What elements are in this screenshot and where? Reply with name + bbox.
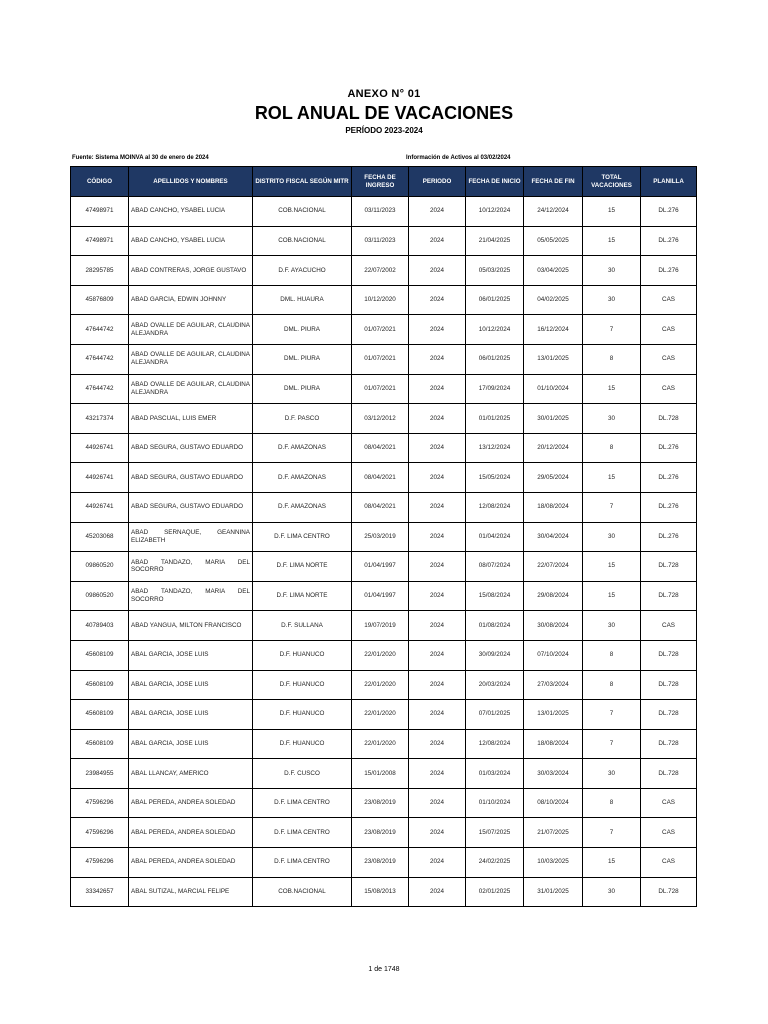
district-cell: D.F. HUANUCO [253,729,352,759]
end-date-cell: 16/12/2024 [524,315,583,345]
end-date-cell: 04/02/2025 [524,285,583,315]
district-cell: DML. PIURA [253,315,352,345]
district-cell: D.F. LIMA NORTE [253,552,352,582]
start-date-cell: 12/08/2024 [466,729,524,759]
total-vacation-cell: 8 [583,433,641,463]
end-date-cell: 22/07/2024 [524,552,583,582]
start-date-cell: 01/10/2024 [466,788,524,818]
column-header-entry-date: FECHA DE INGRESO [352,167,409,197]
name-cell: ABAD CANCHO, YSABEL LUCIA [129,197,253,227]
district-cell: D.F. SULLANA [253,611,352,641]
period-cell: 2024 [409,226,466,256]
period-cell: 2024 [409,492,466,522]
period-cell: 2024 [409,522,466,552]
entry-date-cell: 22/01/2020 [352,670,409,700]
total-vacation-cell: 15 [583,463,641,493]
start-date-cell: 17/09/2024 [466,374,524,404]
start-date-cell: 01/08/2024 [466,611,524,641]
period-label: PERÍODO 2023-2024 [345,126,423,135]
table-row [71,226,697,256]
name-cell: ABAD TANDAZO, MARIA DEL SOCORRO [129,552,253,582]
period-cell: 2024 [409,197,466,227]
table-row [71,374,697,404]
end-date-cell: 27/03/2024 [524,670,583,700]
district-cell: D.F. AMAZONAS [253,433,352,463]
table-row [71,581,697,611]
code-cell: 47644742 [71,344,129,374]
entry-date-cell: 22/01/2020 [352,700,409,730]
entry-date-cell: 23/08/2019 [352,848,409,878]
entry-date-cell: 01/07/2021 [352,344,409,374]
start-date-cell: 24/02/2025 [466,848,524,878]
district-cell: COB.NACIONAL [253,226,352,256]
total-vacation-cell: 7 [583,729,641,759]
total-vacation-cell: 7 [583,818,641,848]
name-cell: ABAD SEGURA, GUSTAVO EDUARDO [129,463,253,493]
total-vacation-cell: 15 [583,226,641,256]
table-row [71,759,697,789]
payroll-cell: DL.728 [641,700,697,730]
end-date-cell: 08/10/2024 [524,788,583,818]
start-date-cell: 15/08/2024 [466,581,524,611]
district-cell: DML. PIURA [253,374,352,404]
total-vacation-cell: 15 [583,197,641,227]
district-cell: D.F. AMAZONAS [253,492,352,522]
column-header-period: PERIODO [409,167,466,197]
payroll-cell: DL.276 [641,256,697,286]
start-date-cell: 06/01/2025 [466,285,524,315]
period-cell: 2024 [409,877,466,907]
period-cell: 2024 [409,818,466,848]
table-row [71,818,697,848]
start-date-cell: 08/07/2024 [466,552,524,582]
table-row [71,848,697,878]
total-vacation-cell: 15 [583,848,641,878]
code-cell: 47644742 [71,374,129,404]
name-cell: ABAL GARCIA, JOSE LUIS [129,729,253,759]
entry-date-cell: 15/08/2013 [352,877,409,907]
period-cell: 2024 [409,788,466,818]
table-row [71,729,697,759]
district-cell: D.F. LIMA NORTE [253,581,352,611]
payroll-cell: DL.728 [641,404,697,434]
period-cell: 2024 [409,700,466,730]
end-date-cell: 18/08/2024 [524,729,583,759]
payroll-cell: DL.276 [641,433,697,463]
end-date-cell: 29/05/2024 [524,463,583,493]
annex-label: ANEXO N° 01 [347,88,421,100]
payroll-cell: DL.728 [641,581,697,611]
end-date-cell: 01/10/2024 [524,374,583,404]
page-number: 1 de 1748 [368,966,400,973]
name-cell: ABAD SEGURA, GUSTAVO EDUARDO [129,433,253,463]
end-date-cell: 24/12/2024 [524,197,583,227]
payroll-cell: DL.276 [641,522,697,552]
code-cell: 47596296 [71,818,129,848]
table-row [71,404,697,434]
payroll-cell: DL.728 [641,552,697,582]
end-date-cell: 07/10/2024 [524,640,583,670]
entry-date-cell: 01/04/1997 [352,581,409,611]
entry-date-cell: 01/07/2021 [352,374,409,404]
name-cell: ABAD GARCIA, EDWIN JOHNNY [129,285,253,315]
period-cell: 2024 [409,670,466,700]
payroll-cell: CAS [641,344,697,374]
period-cell: 2024 [409,463,466,493]
start-date-cell: 02/01/2025 [466,877,524,907]
table-row [71,344,697,374]
start-date-cell: 15/07/2025 [466,818,524,848]
table-row [71,522,697,552]
name-cell: ABAL PEREDA, ANDREA SOLEDAD [129,818,253,848]
district-cell: D.F. HUANUCO [253,700,352,730]
start-date-cell: 10/12/2024 [466,197,524,227]
table-row [71,611,697,641]
entry-date-cell: 15/01/2008 [352,759,409,789]
code-cell: 47644742 [71,315,129,345]
total-vacation-cell: 30 [583,522,641,552]
start-date-cell: 05/03/2025 [466,256,524,286]
end-date-cell: 21/07/2025 [524,818,583,848]
total-vacation-cell: 15 [583,552,641,582]
total-vacation-cell: 7 [583,700,641,730]
total-vacation-cell: 8 [583,640,641,670]
column-header-start-date: FECHA DE INICIO [466,167,524,197]
info-note: Información de Activos al 03/02/2024 [406,155,511,161]
end-date-cell: 18/08/2024 [524,492,583,522]
code-cell: 45608109 [71,700,129,730]
code-cell: 44926741 [71,492,129,522]
payroll-cell: DL.276 [641,492,697,522]
name-cell: ABAD CANCHO, YSABEL LUCIA [129,226,253,256]
start-date-cell: 01/03/2024 [466,759,524,789]
end-date-cell: 30/04/2024 [524,522,583,552]
district-cell: COB.NACIONAL [253,877,352,907]
end-date-cell: 10/03/2025 [524,848,583,878]
payroll-cell: DL.728 [641,877,697,907]
start-date-cell: 07/01/2025 [466,700,524,730]
district-cell: D.F. LIMA CENTRO [253,522,352,552]
entry-date-cell: 23/08/2019 [352,788,409,818]
name-cell: ABAD SERNAQUE, GEANNINA ELIZABETH [129,522,253,552]
table-row [71,552,697,582]
period-cell: 2024 [409,433,466,463]
entry-date-cell: 10/12/2020 [352,285,409,315]
district-cell: D.F. LIMA CENTRO [253,788,352,818]
end-date-cell: 13/01/2025 [524,700,583,730]
document-title: ROL ANUAL DE VACACIONES [254,103,514,123]
total-vacation-cell: 30 [583,611,641,641]
code-cell: 45203068 [71,522,129,552]
table-row [71,433,697,463]
total-vacation-cell: 30 [583,285,641,315]
name-cell: ABAD OVALLE DE AGUILAR, CLAUDINA ALEJANDRA [129,315,253,345]
table-row [71,463,697,493]
entry-date-cell: 22/01/2020 [352,640,409,670]
period-cell: 2024 [409,729,466,759]
start-date-cell: 20/03/2024 [466,670,524,700]
code-cell: 09860520 [71,581,129,611]
district-cell: D.F. LIMA CENTRO [253,818,352,848]
entry-date-cell: 22/07/2002 [352,256,409,286]
entry-date-cell: 01/04/1997 [352,552,409,582]
start-date-cell: 12/08/2024 [466,492,524,522]
entry-date-cell: 03/11/2023 [352,226,409,256]
name-cell: ABAD YANGUA, MILTON FRANCISCO [129,611,253,641]
name-cell: ABAD OVALLE DE AGUILAR, CLAUDINA ALEJANDRA [129,344,253,374]
period-cell: 2024 [409,552,466,582]
district-cell: D.F. PASCO [253,404,352,434]
name-cell: ABAD SEGURA, GUSTAVO EDUARDO [129,492,253,522]
name-cell: ABAL SUTIZAL, MARCIAL FELIPE [129,877,253,907]
end-date-cell: 13/01/2025 [524,344,583,374]
column-header-total-vacation: TOTAL VACACIONES [583,167,641,197]
payroll-cell: CAS [641,315,697,345]
period-cell: 2024 [409,374,466,404]
code-cell: 47596296 [71,788,129,818]
payroll-cell: DL.728 [641,729,697,759]
column-header-name: APELLIDOS Y NOMBRES [129,167,253,197]
total-vacation-cell: 15 [583,374,641,404]
name-cell: ABAL GARCIA, JOSE LUIS [129,670,253,700]
code-cell: 33342657 [71,877,129,907]
code-cell: 45608109 [71,670,129,700]
column-header-payroll: PLANILLA [641,167,697,197]
column-header-end-date: FECHA DE FIN [524,167,583,197]
end-date-cell: 31/01/2025 [524,877,583,907]
name-cell: ABAD OVALLE DE AGUILAR, CLAUDINA ALEJANDRA [129,374,253,404]
period-cell: 2024 [409,404,466,434]
entry-date-cell: 01/07/2021 [352,315,409,345]
name-cell: ABAL PEREDA, ANDREA SOLEDAD [129,848,253,878]
table-row [71,700,697,730]
start-date-cell: 21/04/2025 [466,226,524,256]
entry-date-cell: 03/11/2023 [352,197,409,227]
start-date-cell: 30/09/2024 [466,640,524,670]
start-date-cell: 06/01/2025 [466,344,524,374]
name-cell: ABAL PEREDA, ANDREA SOLEDAD [129,788,253,818]
table-row [71,788,697,818]
total-vacation-cell: 30 [583,404,641,434]
code-cell: 44926741 [71,433,129,463]
table-row [71,670,697,700]
name-cell: ABAD PASCUAL, LUIS EMER [129,404,253,434]
name-cell: ABAL GARCIA, JOSE LUIS [129,640,253,670]
payroll-cell: DL.728 [641,640,697,670]
table-body [71,197,697,907]
entry-date-cell: 25/03/2019 [352,522,409,552]
payroll-cell: CAS [641,374,697,404]
total-vacation-cell: 30 [583,256,641,286]
entry-date-cell: 03/12/2012 [352,404,409,434]
period-cell: 2024 [409,256,466,286]
payroll-cell: CAS [641,848,697,878]
total-vacation-cell: 15 [583,581,641,611]
code-cell: 47498971 [71,226,129,256]
code-cell: 45876809 [71,285,129,315]
period-cell: 2024 [409,759,466,789]
district-cell: D.F. LIMA CENTRO [253,848,352,878]
table-row [71,256,697,286]
total-vacation-cell: 8 [583,670,641,700]
table-row [71,285,697,315]
start-date-cell: 13/12/2024 [466,433,524,463]
total-vacation-cell: 8 [583,344,641,374]
table-header-row [71,167,697,197]
code-cell: 45608109 [71,640,129,670]
total-vacation-cell: 30 [583,759,641,789]
district-cell: D.F. CUSCO [253,759,352,789]
payroll-cell: DL.276 [641,463,697,493]
name-cell: ABAL GARCIA, JOSE LUIS [129,700,253,730]
district-cell: D.F. HUANUCO [253,670,352,700]
total-vacation-cell: 7 [583,492,641,522]
end-date-cell: 30/08/2024 [524,611,583,641]
payroll-cell: CAS [641,788,697,818]
total-vacation-cell: 7 [583,315,641,345]
code-cell: 47596296 [71,848,129,878]
period-cell: 2024 [409,315,466,345]
entry-date-cell: 08/04/2021 [352,433,409,463]
table-row [71,315,697,345]
payroll-cell: CAS [641,611,697,641]
code-cell: 43217374 [71,404,129,434]
period-cell: 2024 [409,344,466,374]
start-date-cell: 15/05/2024 [466,463,524,493]
code-cell: 45608109 [71,729,129,759]
end-date-cell: 30/03/2024 [524,759,583,789]
code-cell: 44926741 [71,463,129,493]
column-header-district: DISTRITO FISCAL SEGÚN MITR [253,167,352,197]
end-date-cell: 29/08/2024 [524,581,583,611]
vacation-table [70,166,697,907]
end-date-cell: 30/01/2025 [524,404,583,434]
code-cell: 09860520 [71,552,129,582]
source-note: Fuente: Sistema MOINVA al 30 de enero de 2024 [72,155,209,161]
start-date-cell: 01/01/2025 [466,404,524,434]
payroll-cell: DL.276 [641,197,697,227]
name-cell: ABAD CONTRERAS, JORGE GUSTAVO [129,256,253,286]
entry-date-cell: 22/01/2020 [352,729,409,759]
code-cell: 40789403 [71,611,129,641]
district-cell: COB.NACIONAL [253,197,352,227]
table-row [71,640,697,670]
period-cell: 2024 [409,285,466,315]
total-vacation-cell: 30 [583,877,641,907]
entry-date-cell: 23/08/2019 [352,818,409,848]
column-header-code: CÓDIGO [71,167,129,197]
table-row [71,197,697,227]
table-row [71,877,697,907]
entry-date-cell: 08/04/2021 [352,492,409,522]
district-cell: D.F. AYACUCHO [253,256,352,286]
code-cell: 23984955 [71,759,129,789]
name-cell: ABAL LLANCAY, AMERICO [129,759,253,789]
period-cell: 2024 [409,640,466,670]
district-cell: DML. HUAURA [253,285,352,315]
end-date-cell: 05/05/2025 [524,226,583,256]
period-cell: 2024 [409,611,466,641]
total-vacation-cell: 8 [583,788,641,818]
entry-date-cell: 08/04/2021 [352,463,409,493]
start-date-cell: 01/04/2024 [466,522,524,552]
start-date-cell: 10/12/2024 [466,315,524,345]
period-cell: 2024 [409,848,466,878]
end-date-cell: 20/12/2024 [524,433,583,463]
payroll-cell: DL.728 [641,759,697,789]
payroll-cell: CAS [641,818,697,848]
district-cell: DML. PIURA [253,344,352,374]
district-cell: D.F. HUANUCO [253,640,352,670]
payroll-cell: DL.276 [641,226,697,256]
entry-date-cell: 19/07/2019 [352,611,409,641]
document-header [0,88,768,135]
table-row [71,492,697,522]
district-cell: D.F. AMAZONAS [253,463,352,493]
payroll-cell: DL.728 [641,670,697,700]
code-cell: 28295785 [71,256,129,286]
name-cell: ABAD TANDAZO, MARIA DEL SOCORRO [129,581,253,611]
payroll-cell: CAS [641,285,697,315]
period-cell: 2024 [409,581,466,611]
end-date-cell: 03/04/2025 [524,256,583,286]
code-cell: 47498971 [71,197,129,227]
